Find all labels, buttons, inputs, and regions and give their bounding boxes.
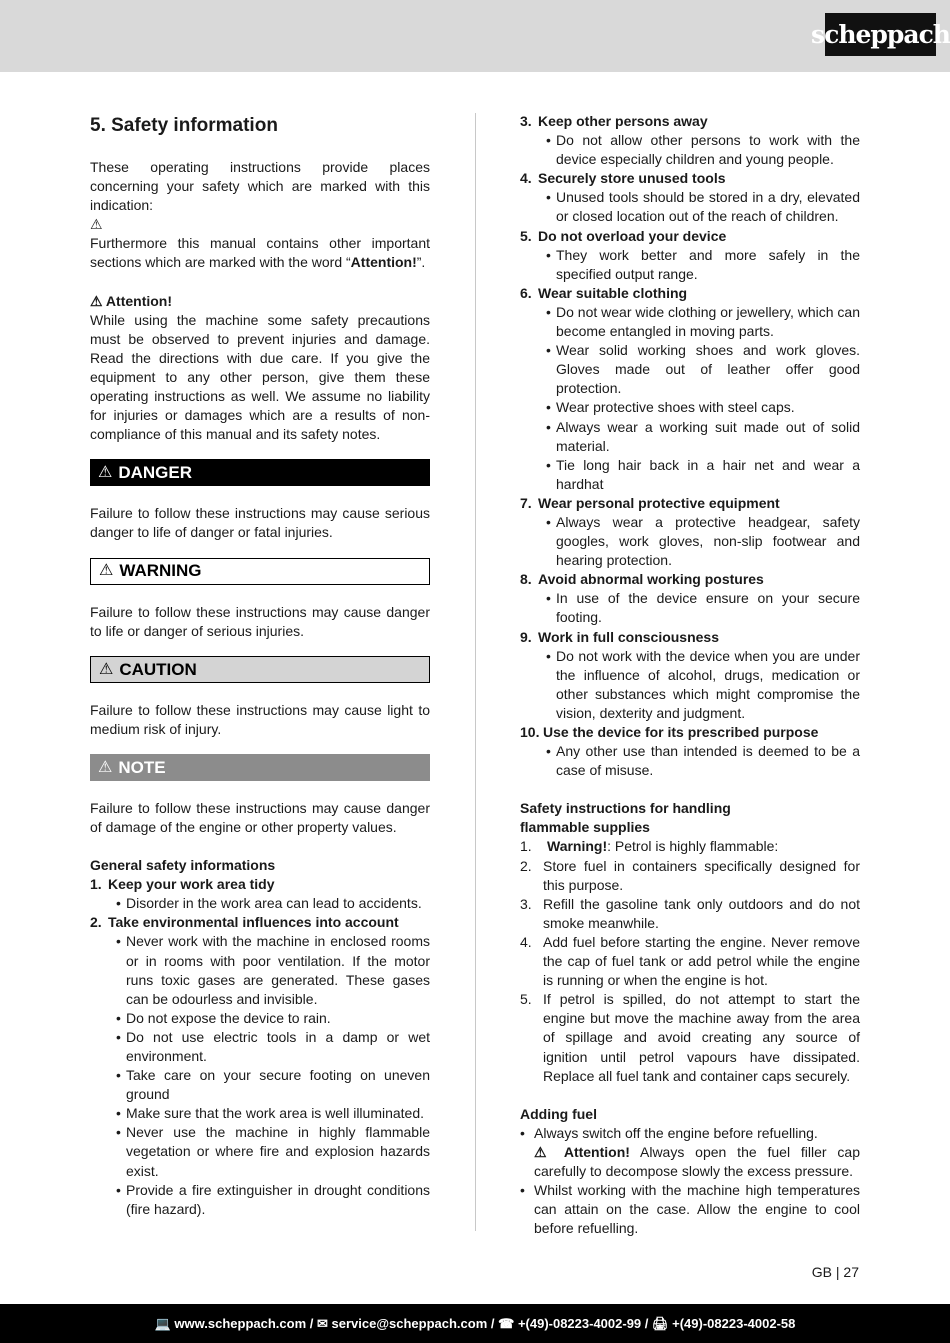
safety-item-title: 10. Use the device for its prescribed purpose bbox=[520, 724, 819, 740]
general-list-part1 bbox=[90, 875, 430, 1219]
safety-item bbox=[520, 227, 860, 284]
bullet-item: • Unused tools should be stored in a dry, elevated or closed location out of the reach of children. bbox=[546, 189, 860, 225]
footer-bar: 💻 www.scheppach.com / ✉ service@scheppach.com / ☎ +(49)-08223-4002-99 / 🖨 +(49)-08223-4002-58 bbox=[0, 1304, 950, 1343]
attention-heading: ⚠ Attention! bbox=[90, 292, 173, 309]
flammable-item: 5. If petrol is spilled, do not attempt to start the engine but move the machine away from the area of spillage and avoid creating any source of ignition until petrol vapours have dissipated. Replace all fuel tank and container caps securely. bbox=[520, 991, 860, 1084]
safety-item bbox=[520, 112, 860, 169]
safety-item bbox=[520, 628, 860, 723]
flammable-item: 2. Store fuel in containers specifically designed for this purpose. bbox=[520, 857, 860, 893]
warning-box bbox=[90, 558, 430, 585]
caution-label: CAUTION bbox=[119, 659, 197, 679]
safety-item bbox=[520, 169, 860, 226]
fax-icon: 🖨 bbox=[652, 1315, 673, 1331]
intro-text-2: Furthermore this manual contains other important sections which are marked with the word “ bbox=[90, 235, 430, 271]
danger-label: DANGER bbox=[118, 463, 193, 483]
bullet-item: • Make sure that the work area is well illuminated. bbox=[116, 1105, 425, 1122]
adding-fuel-text: Whilst working with the machine high temperatures can attain on the case. Allow the engine to cool before refuelling. bbox=[534, 1182, 860, 1237]
bullet-item: • Wear solid working shoes and work gloves. Gloves made out of leather offer good protection. bbox=[546, 342, 860, 397]
section-title: 5. Safety information bbox=[90, 115, 278, 136]
intro-text-3: ”. bbox=[416, 254, 426, 271]
right-column bbox=[520, 112, 860, 1238]
bullet-item: • Provide a fire extinguisher in drought conditions (fire hazard). bbox=[116, 1181, 430, 1217]
bullet-item: • Always wear a protective headgear, safety googles, work gloves, non-slip footwear and hearing protection. bbox=[546, 513, 860, 569]
mail-icon: ✉ bbox=[317, 1315, 332, 1331]
warning-triangle-icon: ⚠ bbox=[98, 758, 113, 776]
bullet-item: • In use of the device ensure on your secure footing. bbox=[546, 590, 860, 626]
warning-triangle-icon: ⚠ bbox=[99, 660, 114, 678]
intro-paragraph bbox=[90, 158, 430, 273]
caution-box bbox=[90, 656, 430, 683]
flammable-list bbox=[520, 857, 860, 1086]
safety-item-title: 7. Wear personal protective equipment bbox=[520, 494, 780, 511]
safety-item bbox=[90, 875, 430, 913]
general-heading: General safety informations bbox=[90, 857, 276, 874]
header-bar bbox=[0, 0, 950, 72]
column-divider bbox=[475, 113, 476, 1231]
attention-word: Attention! bbox=[350, 254, 417, 271]
scheppach-logo: scheppach bbox=[825, 13, 936, 56]
note-text: Failure to follow these instructions may cause danger of damage of the engine or other property values. bbox=[90, 799, 430, 835]
adding-fuel-item: • Whilst working with the machine high temperatures can attain on the case. Allow the engine to cool before refuelling. bbox=[520, 1181, 860, 1238]
phone-icon: ☎ bbox=[498, 1315, 518, 1331]
adding-fuel-text: Always switch off the engine before refuelling. bbox=[534, 1124, 818, 1141]
warning-triangle-icon: ⚠ bbox=[99, 562, 114, 580]
website-link[interactable]: www.scheppach.com bbox=[174, 1316, 307, 1331]
safety-item bbox=[520, 570, 860, 627]
bullet-item: • Any other use than intended is deemed to be a case of misuse. bbox=[546, 743, 860, 779]
safety-item-title: 9. Work in full consciousness bbox=[520, 628, 720, 645]
bullet-item: • Do not expose the device to rain. bbox=[116, 1009, 331, 1026]
bullet-item: • Disorder in the work area can lead to accidents. bbox=[116, 895, 422, 912]
intro-text: These operating instructions provide places concerning your safety which are marked with this indication: bbox=[90, 159, 430, 214]
bullet-item: • Never work with the machine in enclosed rooms or in rooms with poor ventilation. If the motor runs toxic gases are generated. These gases can be odourless and invisible. bbox=[116, 933, 430, 1007]
safety-item-title: 3. Keep other persons away bbox=[520, 113, 708, 129]
bullet-item: • Do not wear wide clothing or jewellery, which can become entangled in moving parts. bbox=[546, 303, 860, 340]
left-column bbox=[90, 112, 430, 1219]
computer-icon: 💻 bbox=[154, 1315, 175, 1331]
warning-label: WARNING bbox=[119, 561, 202, 581]
bullet-item: • Always wear a working suit made out of solid material. bbox=[546, 418, 860, 454]
danger-text: Failure to follow these instructions may cause serious danger to life of danger or fatal injuries. bbox=[90, 505, 430, 541]
adding-fuel-attention-text: Always open the fuel filler cap carefully to decompose slowly the excess pressure. bbox=[534, 1143, 860, 1179]
attention-word: ⚠ Attention! bbox=[534, 1143, 630, 1160]
danger-box bbox=[90, 459, 430, 486]
safety-item-title: 2. Take environmental influences into account bbox=[90, 914, 399, 931]
flammable-item: 1. Warning!: Petrol is highly flammable: bbox=[520, 838, 779, 855]
bullet-item: • Never use the machine in highly flammable vegetation or where fire and explosion hazards exist. bbox=[116, 1124, 430, 1179]
note-label: NOTE bbox=[118, 757, 166, 777]
fax-number: +(49)-08223-4002-58 bbox=[672, 1316, 796, 1331]
safety-item bbox=[90, 913, 430, 1219]
safety-item bbox=[520, 284, 860, 494]
flammable-item: 3. Refill the gasoline tank only outdoors and do not smoke meanwhile. bbox=[520, 895, 860, 931]
warning-text: Failure to follow these instructions may cause danger to life or danger of serious injuries. bbox=[90, 603, 430, 639]
attention-text: While using the machine some safety precautions must be observed to prevent injuries and damage. Read the directions with due care. If you give the equipment to any other person, give them these operating instructions as well. We assume no liability for injuries or damages which are a results of non-compliance of this manual and its safety notes. bbox=[90, 311, 430, 443]
email-link[interactable]: service@scheppach.com bbox=[331, 1316, 488, 1331]
caution-text: Failure to follow these instructions may cause light to medium risk of injury. bbox=[90, 701, 430, 737]
note-box bbox=[90, 754, 430, 781]
warning-text: : Petrol is highly flammable: bbox=[607, 838, 779, 855]
flammable-heading-1: Safety instructions for handling bbox=[520, 800, 731, 817]
safety-item-title: 4. Securely store unused tools bbox=[520, 170, 726, 187]
adding-fuel-heading: Adding fuel bbox=[520, 1105, 597, 1122]
adding-fuel-item: • Always switch off the engine before refuelling. ⚠ Attention! Always open the fuel filler cap carefully to decompose slowly the excess pressure. bbox=[520, 1124, 860, 1179]
safety-item-title: 5. Do not overload your device bbox=[520, 227, 727, 244]
safety-item-title: 8. Avoid abnormal working postures bbox=[520, 571, 764, 588]
page-number: GB | 27 bbox=[811, 1264, 859, 1280]
safety-item bbox=[520, 723, 860, 780]
warning-triangle-icon: ⚠ bbox=[90, 216, 103, 233]
bullet-item: • Do not allow other persons to work with the device especially children and young people. bbox=[546, 132, 860, 168]
phone-number: +(49)-08223-4002-99 bbox=[517, 1316, 642, 1331]
bullet-item: • Wear protective shoes with steel caps. bbox=[546, 399, 795, 416]
bullet-item: • Take care on your secure footing on uneven ground bbox=[116, 1067, 430, 1103]
safety-item bbox=[520, 494, 860, 570]
bullet-item: • They work better and more safely in the specified output range. bbox=[546, 246, 860, 282]
warning-triangle-icon: ⚠ bbox=[98, 464, 113, 482]
warning-label: Warning! bbox=[547, 838, 608, 855]
bullet-item: • Do not work with the device when you are under the influence of alcohol, drugs, medication or other substances which might compromise the vision, dexterity and judgment. bbox=[546, 647, 860, 721]
bullet-item: • Do not use electric tools in a damp or wet environment. bbox=[116, 1028, 430, 1064]
safety-item-title: 6. Wear suitable clothing bbox=[520, 284, 688, 301]
safety-item-title: 1. Keep your work area tidy bbox=[90, 876, 275, 893]
flammable-item: 4. Add fuel before starting the engine. Never remove the cap of fuel tank or add petrol while the engine is running or when the engine is hot. bbox=[520, 933, 860, 989]
bullet-item: • Tie long hair back in a hair net and wear a hardhat bbox=[546, 456, 860, 492]
flammable-heading-2: flammable supplies bbox=[520, 819, 650, 836]
general-list-part2 bbox=[520, 112, 860, 780]
